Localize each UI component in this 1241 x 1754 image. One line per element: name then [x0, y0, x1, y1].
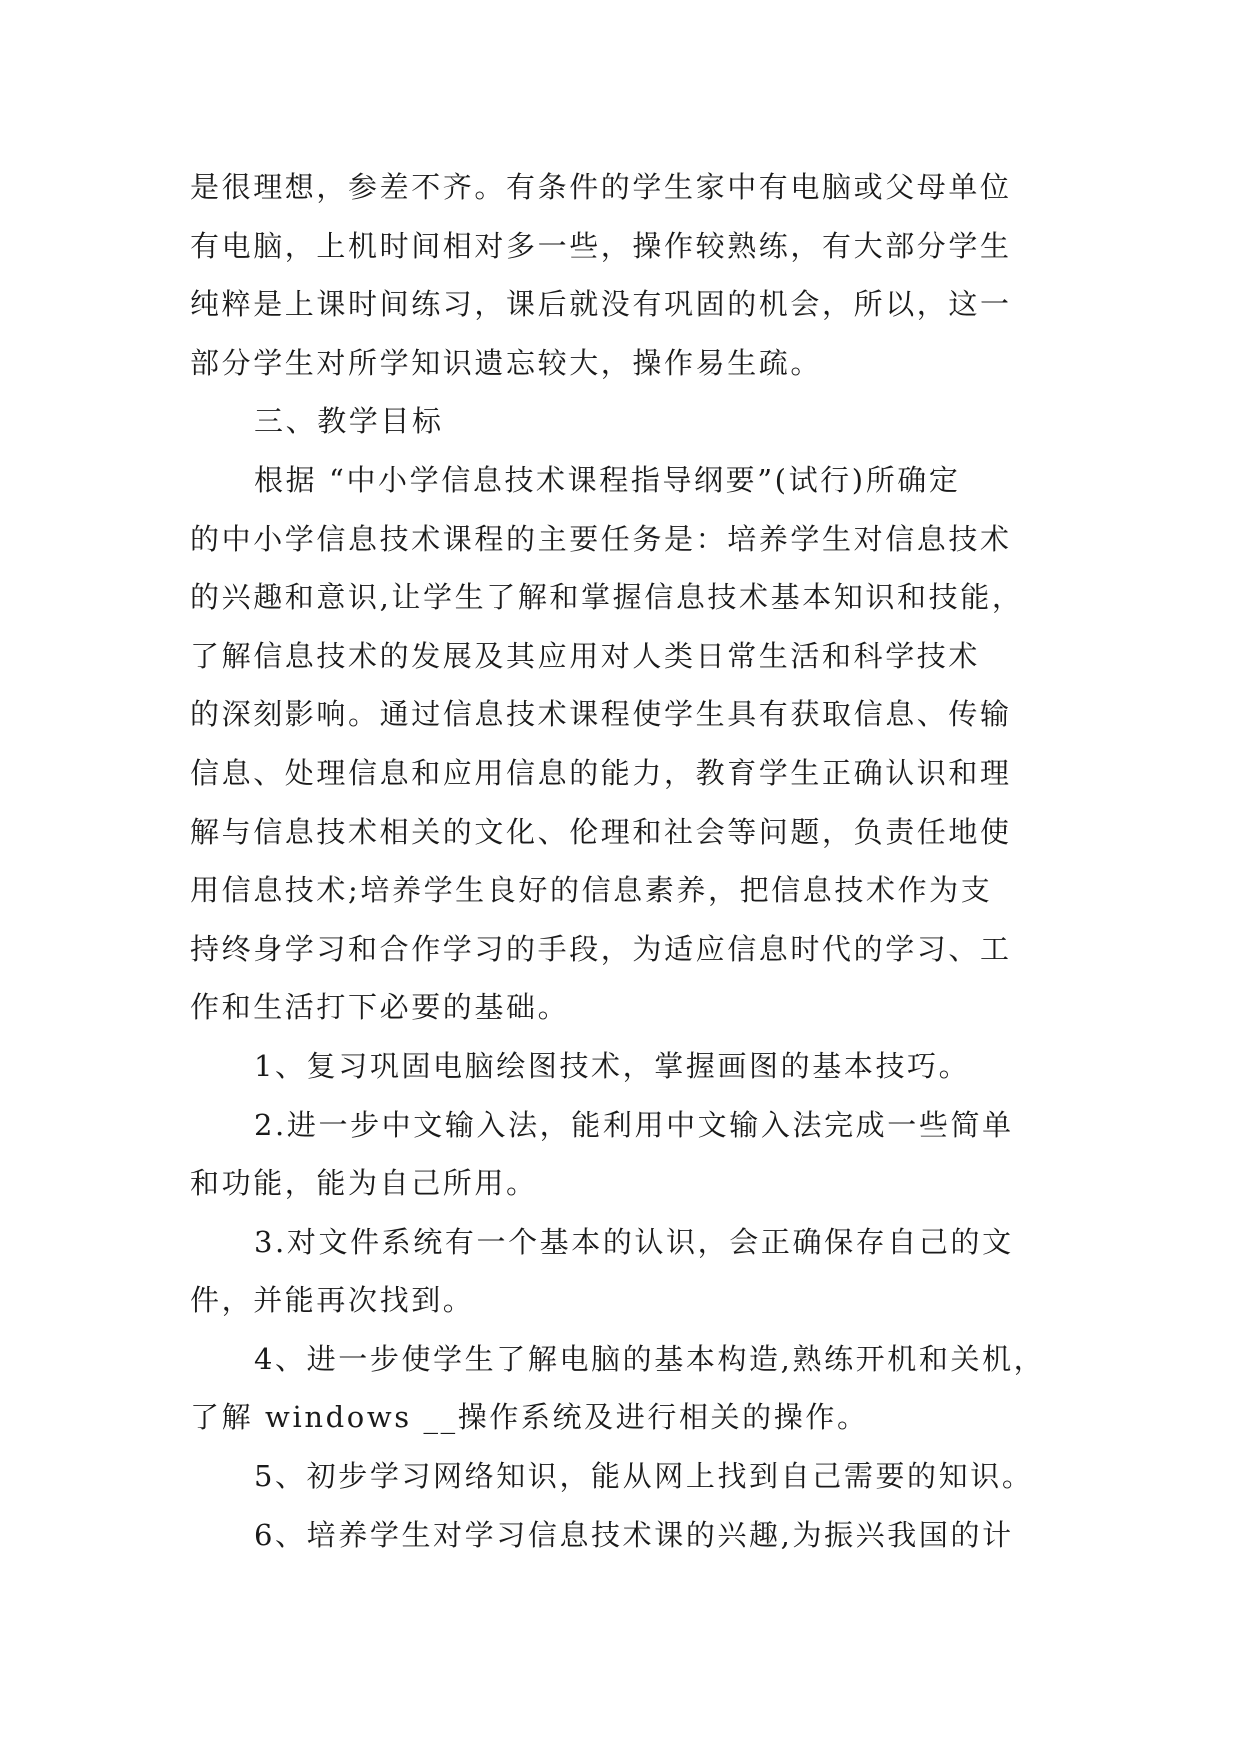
text-line: 纯粹是上课时间练习，课后就没有巩固的机会，所以，这一	[190, 287, 1012, 322]
text-line: 6、培养学生对学习信息技术课的兴趣,为振兴我国的计	[254, 1517, 1014, 1552]
text-line: 三、教学目标	[254, 404, 444, 439]
text-line: 持终身学习和合作学习的手段，为适应信息时代的学习、工	[190, 931, 1012, 966]
text-line: 解与信息技术相关的文化、伦理和社会等问题，负责任地使	[190, 814, 1012, 849]
document-body	[190, 158, 1070, 1564]
text-line: 3.对文件系统有一个基本的认识，会正确保存自己的文	[254, 1224, 1014, 1259]
text-line: 4、进一步使学生了解电脑的基本构造,熟练开机和关机，	[254, 1341, 1046, 1376]
text-line: 作和生活打下必要的基础。	[190, 990, 570, 1025]
text-line: 用信息技术;培养学生良好的信息素养，把信息技术作为支	[190, 873, 993, 908]
text-line: 和功能，能为自己所用。	[190, 1166, 538, 1201]
text-line: 信息、处理信息和应用信息的能力，教育学生正确认识和理	[190, 755, 1012, 790]
text-line: 是很理想，参差不齐。有条件的学生家中有电脑或父母单位	[190, 170, 1012, 204]
text-line: 2.进一步中文输入法，能利用中文输入法完成一些简单	[254, 1107, 1014, 1142]
text-line: 的兴趣和意识,让学生了解和掌握信息技术基本知识和技能，	[190, 580, 1024, 615]
text-line: 5、初步学习网络知识，能从网上找到自己需要的知识。	[254, 1459, 1034, 1494]
text-line: 的深刻影响。通过信息技术课程使学生具有获取信息、传输	[190, 697, 1012, 732]
text-line: 1、复习巩固电脑绘图技术，掌握画图的基本技巧。	[254, 1048, 971, 1083]
text-line: 有电脑，上机时间相对多一些，操作较熟练，有大部分学生	[190, 228, 1012, 263]
text-line: 了解信息技术的发展及其应用对人类日常生活和科学技术	[190, 638, 981, 673]
text-line: 件，并能再次找到。	[190, 1283, 475, 1318]
text-line: 了解 windows __操作系统及进行相关的操作。	[190, 1400, 869, 1435]
text-line: 部分学生对所学知识遗忘较大，操作易生疏。	[190, 345, 823, 380]
text-line: 的中小学信息技术课程的主要任务是：培养学生对信息技术	[190, 521, 1012, 556]
text-line: 根据 “中小学信息技术课程指导纲要”(试行)所确定	[254, 462, 961, 497]
